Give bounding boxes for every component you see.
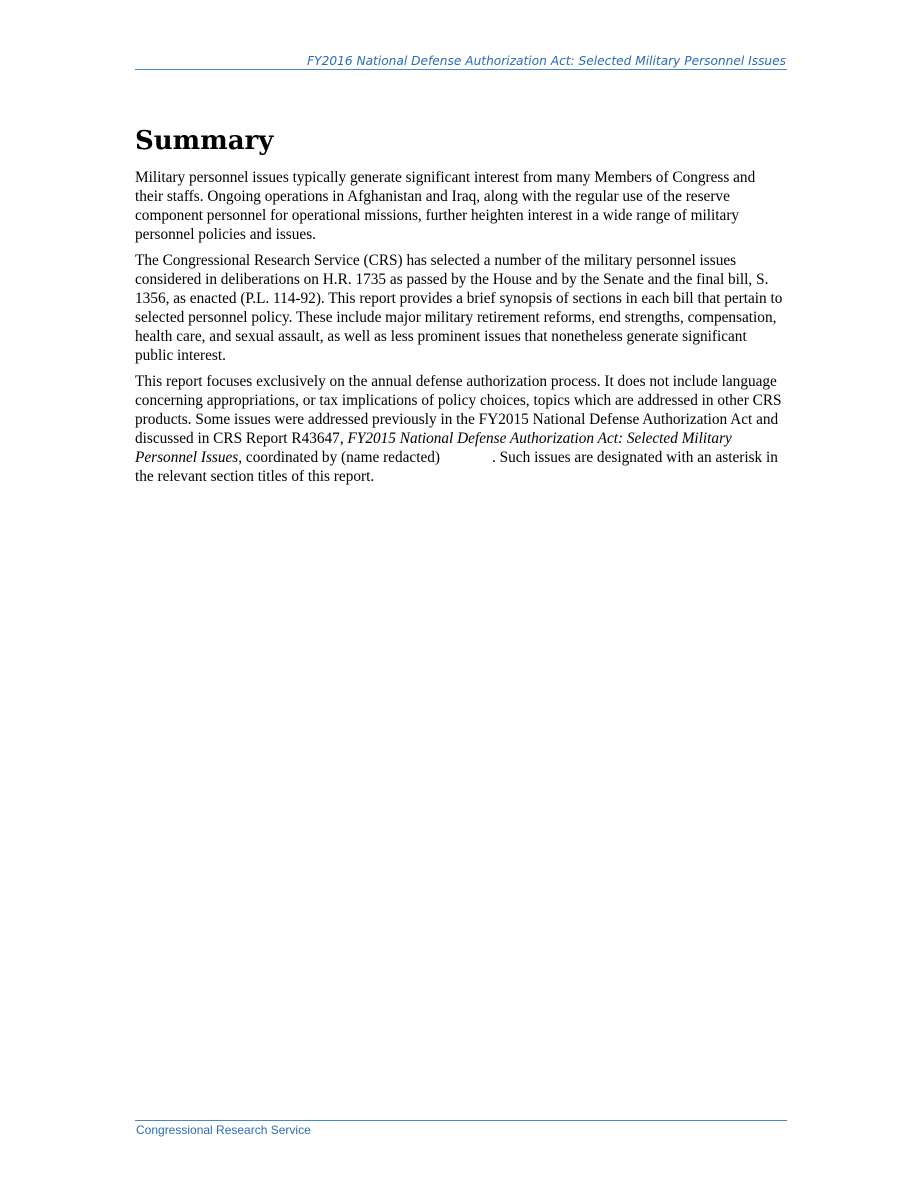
running-header-title: FY2016 National Defense Authorization Act: Selected Military Personnel Issues [307,54,786,68]
footer-divider [135,1120,787,1121]
cited-report-title: FY2015 National Defense Authorization Act: Selected Military Personnel Issues [135,430,732,466]
summary-paragraph-2: The Congressional Research Service (CRS) has selected a number of the military personnel issues considered in deliberations on H.R. 1735 as passed by the House and by the Senate and the final bill, S. 1356, as enacted (P.L. 114-92). This report provides a brief synopsis of sections in each bill that pertain to selected personnel policy. These include major military retirement reforms, end strengths, compensation, health care, and sexual assault, as well as less prominent issues that nonetheless generate significant public interest. [135,252,783,364]
page-title: Summary [135,126,274,156]
paragraph-3-text-before: This report focuses exclusively on the annual defense authorization process. It does not include language concerning appropriations, or tax implications of policy choices, topics which are addressed in other CRS products. Some issues were addressed previously in the FY2015 National Defense Authorization Act and discussed in CRS Report R43647, [135,373,782,447]
summary-body [135,168,787,493]
paragraph-3-text-middle: , coordinated by (name redacted) [238,449,440,466]
footer-source: Congressional Research Service [136,1123,311,1137]
summary-paragraph-3 [135,372,787,486]
header-divider [135,69,787,70]
paragraph-3-text-after: . Such issues are designated with an asterisk in the relevant section titles of this report. [135,449,778,485]
summary-paragraph-1: Military personnel issues typically generate significant interest from many Members of Congress and their staffs. Ongoing operations in Afghanistan and Iraq, along with the regular use of the reserve component personnel for operational missions, further heighten interest in a wide range of military personnel policies and issues. [135,169,756,243]
